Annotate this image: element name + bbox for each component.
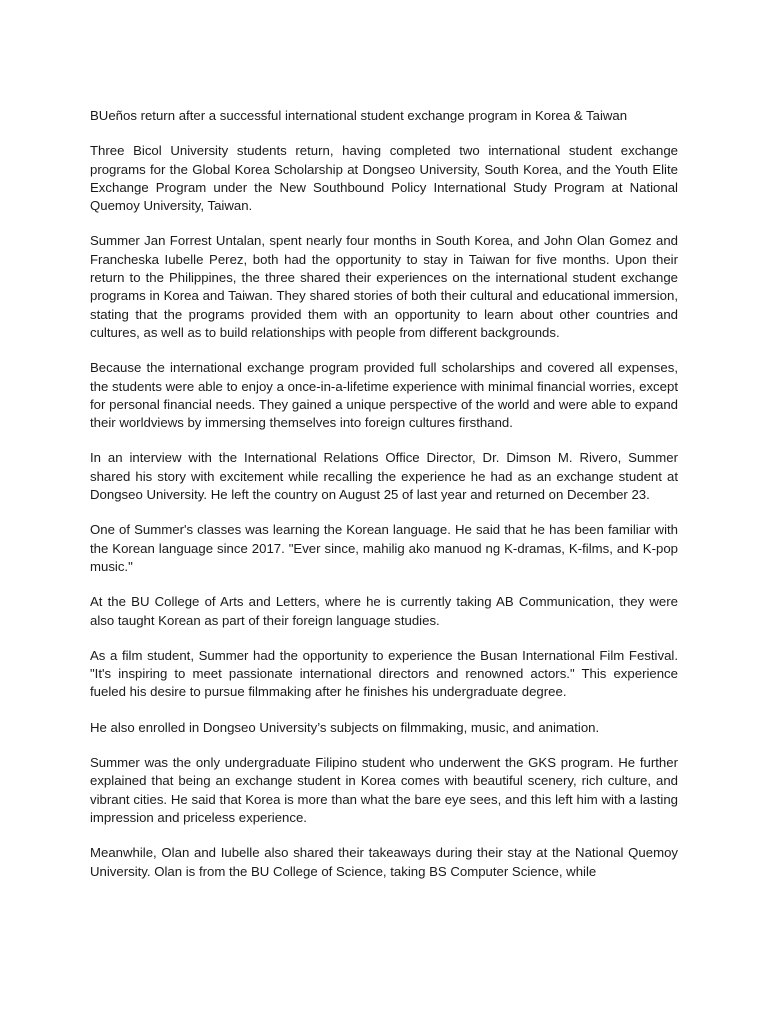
paragraph-10: Meanwhile, Olan and Iubelle also shared their takeaways during their stay at the National Quemoy University. Olan is from the BU College of Science, taking BS Computer Science, while [90,845,678,879]
paragraph-8: He also enrolled in Dongseo University’s subjects on filmmaking, music, and animation. [90,719,600,735]
document-page [90,107,678,898]
paragraph-3: Because the international exchange program provided full scholarships and covered all expenses, the students were able to enjoy a once-in-a-lifetime experience with minimal financial worries, except for personal financial needs. They gained a unique perspective of the world and were able to expand their worldviews by immersing themselves into foreign cultures firsthand. [90,360,678,431]
paragraph-2: Summer Jan Forrest Untalan, spent nearly four months in South Korea, and John Olan Gomez and Francheska Iubelle Perez, both had the opportunity to stay in Taiwan for five months. Upon their return to the Philippines, the three shared their experiences on the international student exchange programs in Korea and Taiwan. They shared stories of both their cultural and educational immersion, stating that the programs provided them with an opportunity to learn about other countries and cultures, as well as to build relationships with people from different backgrounds. [90,233,678,340]
paragraph-1: Three Bicol University students return, having completed two international student exchange programs for the Global Korea Scholarship at Dongseo University, South Korea, and the Youth Elite Exchange Program under the New Southbound Policy International Study Program at National Quemoy University, Taiwan. [90,143,678,214]
paragraph-9: Summer was the only undergraduate Filipino student who underwent the GKS program. He further explained that being an exchange student in Korea comes with beautiful scenery, rich culture, and vibrant cities. He said that Korea is more than what the bare eye sees, and this left him with a lasting impression and priceless experience. [90,755,678,825]
article-headline: BUeños return after a successful international student exchange program in Korea & Taiwan [90,108,628,123]
paragraph-6: At the BU College of Arts and Letters, where he is currently taking AB Communication, they were also taught Korean as part of their foreign language studies. [90,594,678,628]
paragraph-4: In an interview with the International Relations Office Director, Dr. Dimson M. Rivero, Summer shared his story with excitement while recalling the experience he had as an exchange student at Dongseo University. He left the country on August 25 of last year and returned on December 23. [90,450,678,503]
paragraph-7: As a film student, Summer had the opportunity to experience the Busan International Film Festival. "It's inspiring to meet passionate international directors and renowned actors." This experience fueled his desire to pursue filmmaking after he finishes his undergraduate degree. [90,647,678,700]
paragraph-5: One of Summer's classes was learning the Korean language. He said that he has been familiar with the Korean language since 2017. "Ever since, mahilig ako manuod ng K-dramas, K-films, and K-pop music." [90,522,678,574]
